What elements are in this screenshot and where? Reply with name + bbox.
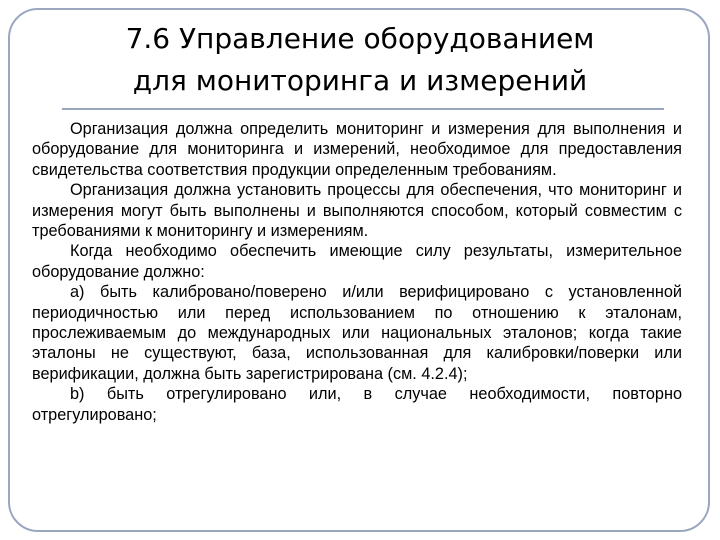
slide-title-line-2: для мониторинга и измерений bbox=[132, 64, 588, 97]
paragraph-2: Организация должна установить процессы для обеспечения, что мониторинг и измерения могут быть выполнены и выполняются способом, который совместим с требованиями к мониторингу и измерениям. bbox=[32, 181, 682, 241]
slide-title-line-1: 7.6 Управление оборудованием bbox=[125, 22, 595, 55]
paragraph-item-a: а) быть калибровано/поверено и/или верифицировано с установленной периодичностью или перед использованием по отношению к эталонам, прослеживаемым до международных или национальных эталонов; когда такие эталоны не существуют, база, использованная для калибровки/поверки или верификации, должна быть зарегистрирована (см. 4.2.4); bbox=[32, 283, 682, 383]
slide-body bbox=[32, 119, 682, 425]
title-divider bbox=[62, 108, 664, 110]
slide-title bbox=[20, 18, 700, 102]
paragraph-3: Когда необходимо обеспечить имеющие силу результаты, измерительное оборудование должно: bbox=[32, 242, 682, 281]
paragraph-1: Организация должна определить мониторинг и измерения для выполнения и оборудование для мониторинга и измерений, необходимое для предоставления свидетельства соответствия продукции определенным требованиям. bbox=[32, 120, 682, 179]
paragraph-item-b: b) быть отрегулировано или, в случае необходимости, повторно отрегулировано; bbox=[32, 385, 682, 424]
